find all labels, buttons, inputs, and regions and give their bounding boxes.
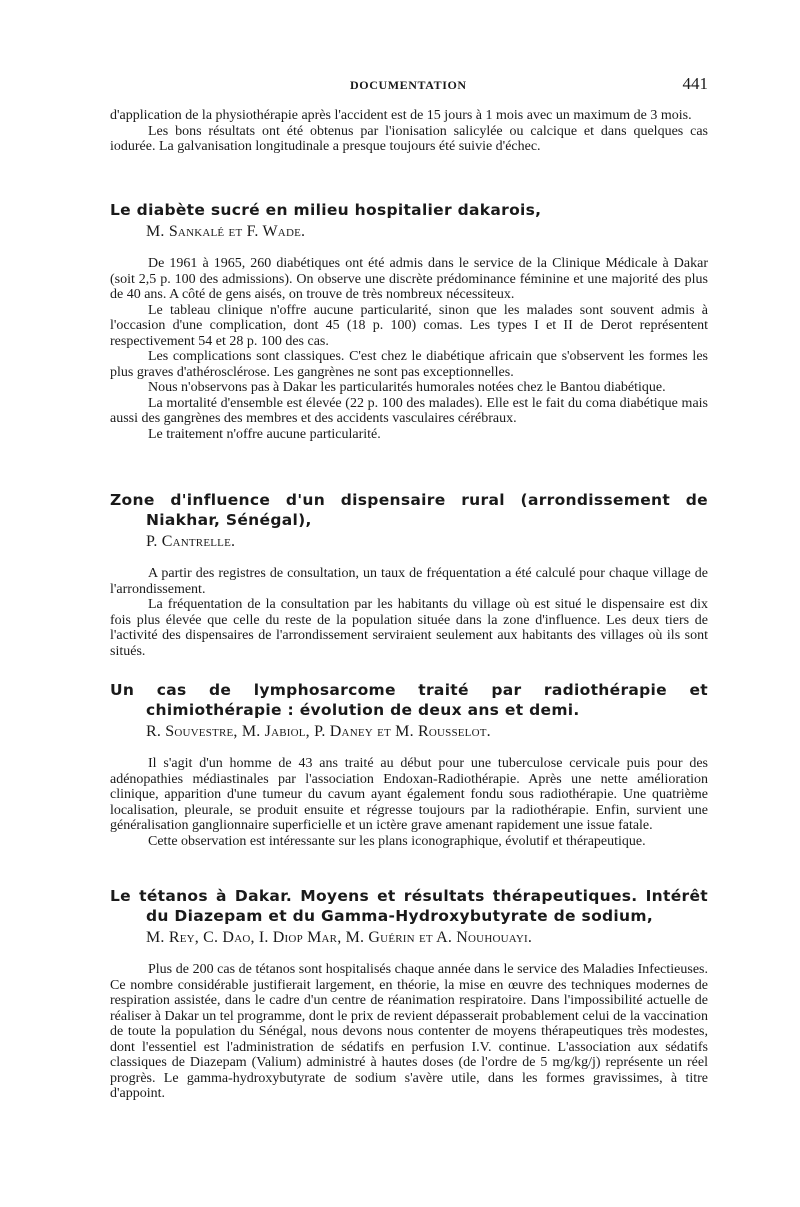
article-title: Un cas de lymphosarcome traité par radiothérapie et chimiothérapie : évolution de deux ans et demi.: [110, 681, 708, 719]
article-title: Zone d'influence d'un dispensaire rural (arrondissement de Niakhar, Sénégal),: [110, 491, 708, 529]
article-dispensaire: [110, 490, 708, 659]
body-paragraph: Il s'agit d'un homme de 43 ans traité au début pour une tuberculose cervicale puis pour des adénopathies médiastinales par l'association Endoxan-Radiothérapie. Après une nette amélioration clinique, apparition d'une tumeur du cavum ayant également fondu sous radiothérapie. Une quatrième localisation, pleurale, se produit ensuite et régresse toujours par la radiothérapie. Enfin, survient une généralisation ganglionnaire superficielle et un ictère grave amenant rapidement une issue fatale.: [110, 756, 708, 833]
article-lymphosarcome: [110, 680, 708, 849]
body-paragraph: Plus de 200 cas de tétanos sont hospitalisés chaque année dans le service des Maladies Infectieuses. Ce nombre considérable justifierait largement, en théorie, la mise en œuvre des techniques modernes de respiration assistée, dans le cadre d'un centre de réanimation respiratoire. Dans l'impossibilité actuelle de réaliser à Dakar un tel programme, dont le prix de revient dépasserait probablement celui de la vaccination de toute la population du Sénégal, nous devons nous contenter de moyens thérapeutiques très modestes, dont l'essentiel est l'administration de sédatifs en perfusion I.V. continue. L'association aux sédatifs classiques de Diazepam (Valium) administré à hautes doses (de l'ordre de 5 mg/kg/j) représente un réel progrès. Le gamma-hydroxybutyrate de sodium s'avère utile, dans les formes gravissimes, à titre d'appoint.: [110, 962, 708, 1101]
body-paragraph: La mortalité d'ensemble est élevée (22 p. 100 des malades). Elle est le fait du coma diabétique mais aussi des gangrènes des membres et des accidents vasculaires cérébraux.: [110, 395, 708, 426]
running-title: DOCUMENTATION: [350, 78, 467, 92]
article-title: Le tétanos à Dakar. Moyens et résultats thérapeutiques. Intérêt du Diazepam et du Gamma-Hydroxybutyrate de sodium,: [110, 887, 708, 925]
article-tetanos: [110, 886, 708, 1102]
article-authors: P. Cantrelle.: [146, 533, 236, 550]
body-paragraph: A partir des registres de consultation, un taux de fréquentation a été calculé pour chaque village de l'arrondissement.: [110, 566, 708, 597]
running-head: [110, 76, 708, 96]
article-body: [110, 566, 708, 659]
body-paragraph: Cette observation est intéressante sur les plans iconographique, évolutif et thérapeutique.: [148, 833, 646, 849]
article-diabete: [110, 200, 708, 442]
intro-paragraph-1: d'application de la physiothérapie après l'accident est de 15 jours à 1 mois avec un maximum de 3 mois.: [110, 108, 692, 123]
intro-paragraph-2: Les bons résultats ont été obtenus par l'ionisation salicylée ou calcique et dans quelques cas iodurée. La galvanisation longitudinale a presque toujours été suivie d'échec.: [110, 123, 708, 154]
body-paragraph: Les complications sont classiques. C'est chez le diabétique africain que s'observent les formes les plus graves d'athérosclérose. Les gangrènes ne sont pas exceptionnelles.: [110, 349, 708, 380]
article-body: [110, 256, 708, 442]
article-body: [110, 962, 708, 1102]
body-paragraph: Le traitement n'offre aucune particularité.: [148, 426, 381, 442]
body-paragraph: La fréquentation de la consultation par les habitants du village où est situé le dispensaire est dix fois plus élevée que celle du reste de la population située dans la zone d'influence. Les deux tiers de l'activité des dispensaires de l'arrondissement serviraient seulement aux habitants des villages où ils sont situés.: [110, 597, 708, 659]
article-body: [110, 756, 708, 849]
article-title: Le diabète sucré en milieu hospitalier dakarois,: [110, 201, 542, 219]
intro-continuation: [110, 108, 708, 155]
article-authors: M. Rey, C. Dao, I. Diop Mar, M. Guérin et A. Nouhouayi.: [146, 929, 533, 946]
page-number: 441: [682, 74, 708, 93]
body-paragraph: Nous n'observons pas à Dakar les particularités humorales notées chez le Bantou diabétique.: [148, 380, 666, 395]
article-authors: M. Sankalé et F. Wade.: [146, 223, 306, 240]
body-paragraph: Le tableau clinique n'offre aucune particularité, sinon que les malades sont souvent admis à l'occasion d'une complication, dont 45 (18 p. 100) comas. Les types I et II de Derot représentent respectivement 54 et 28 p. 100 des cas.: [110, 302, 708, 349]
body-paragraph: De 1961 à 1965, 260 diabétiques ont été admis dans le service de la Clinique Médicale à Dakar (soit 2,5 p. 100 des admissions). On observe une discrète prédominance féminine et une majorité des plus de 40 ans. A côté de gens aisés, on trouve de très nombreux nécessiteux.: [110, 256, 708, 302]
article-authors: R. Souvestre, M. Jabiol, P. Daney et M. Rousselot.: [146, 723, 491, 740]
